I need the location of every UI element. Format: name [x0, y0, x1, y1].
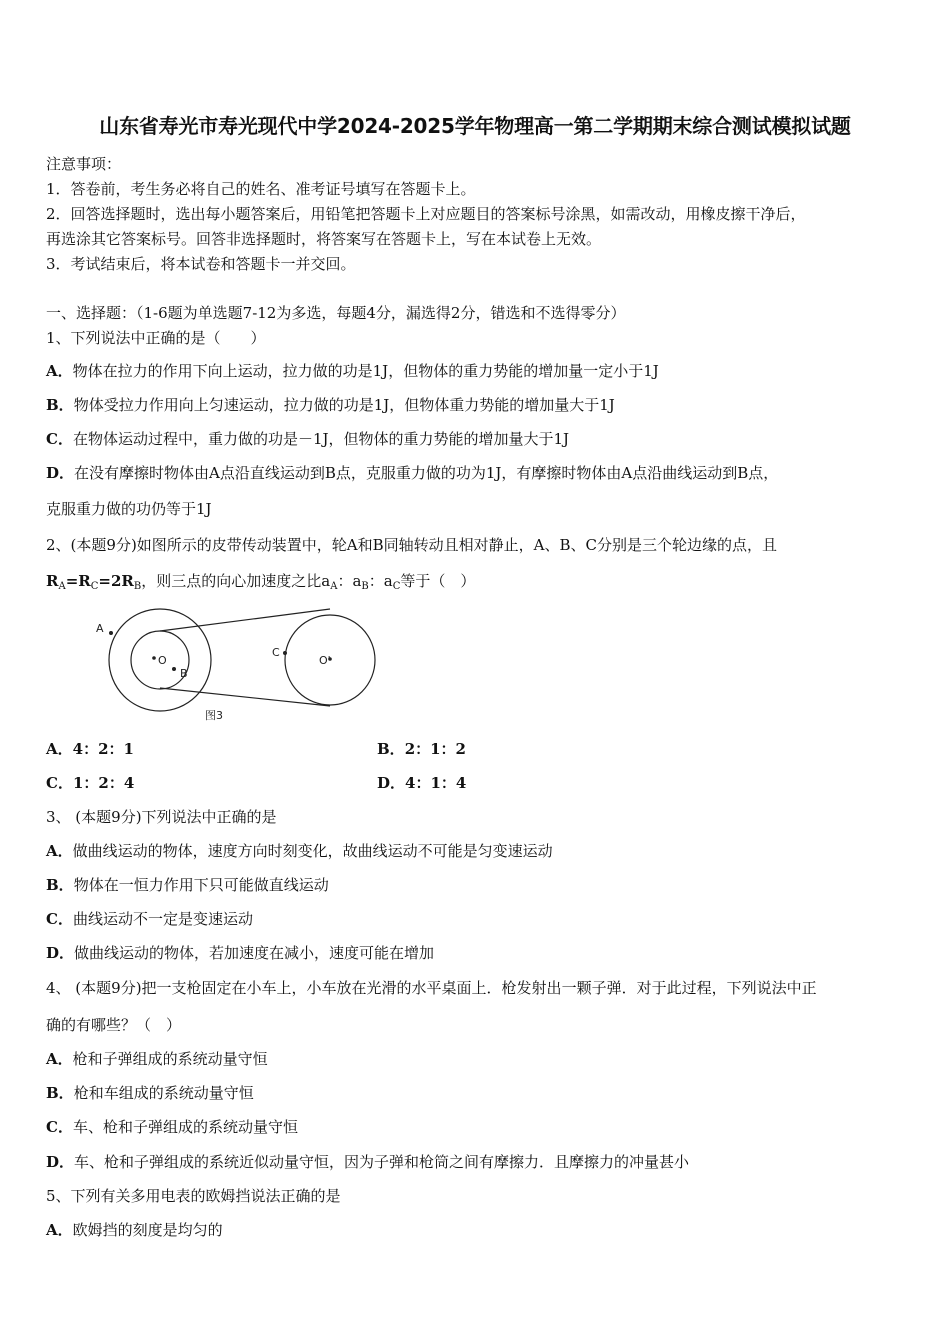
option-label: B． — [377, 740, 405, 758]
notice-item-1: 1．答卷前，考生务必将自己的姓名、准考证号填写在答题卡上。 — [46, 180, 476, 198]
point-a — [109, 631, 113, 635]
q3-option-c — [46, 908, 253, 929]
q4-option-a — [46, 1048, 268, 1069]
q2-tail: 等于（ ） — [400, 572, 476, 590]
option-label: D． — [46, 944, 75, 962]
q5-stem: 5、下列有关多用电表的欧姆挡说法正确的是 — [46, 1187, 341, 1205]
b-sub: B — [361, 581, 369, 592]
q1-option-d-cont: 克服重力做的功仍等于1J — [46, 500, 212, 518]
option-label: A． — [46, 1050, 73, 1068]
label-o2: O' — [319, 654, 331, 667]
q2-stem-2 — [46, 570, 475, 592]
label-c: C — [272, 646, 280, 659]
r-a-sub: A — [58, 581, 66, 592]
r-b-sub: B — [133, 581, 142, 592]
option-text: 在物体运动过程中，重力做的功是－1J，但物体的重力势能的增加量大于1J — [72, 430, 570, 448]
option-label: A． — [46, 362, 73, 380]
q2-option-d — [377, 772, 466, 793]
option-label: C． — [46, 430, 73, 448]
ratio-text: ，则三点的向心加速度之比a — [141, 572, 331, 590]
q1-option-a — [46, 360, 659, 381]
section-heading: 一、选择题：（1-6题为单选题7-12为多选，每题4分，漏选得2分，错选和不选得零分） — [46, 304, 626, 322]
belt-drive-diagram — [90, 603, 390, 728]
q4-option-b — [46, 1082, 254, 1103]
a-sub: A — [330, 581, 338, 592]
q3-option-b — [46, 874, 329, 895]
q4-option-c — [46, 1116, 298, 1137]
q1-stem: 1、下列说法中正确的是（ ） — [46, 329, 266, 347]
option-label: B． — [46, 1084, 74, 1102]
label-a: A — [96, 622, 104, 635]
option-text: 枪和子弹组成的系统动量守恒 — [72, 1050, 268, 1068]
option-label: D． — [46, 464, 75, 482]
q2-stem-1 — [46, 534, 777, 555]
q3-stem: 3、 (本题9分)下列说法中正确的是 — [46, 808, 277, 826]
r-c-sub: C — [90, 581, 99, 592]
option-text: 物体在一恒力作用下只可能做直线运动 — [73, 876, 329, 894]
q2-stem-text: (本题9分)如图所示的皮带传动装置中，轮A和B同轴转动且相对静止，A、B、C分别是三个轮边缘的点，且 — [70, 536, 777, 554]
option-label: C． — [46, 1118, 73, 1136]
notice-item-2: 2．回答选择题时，选出每小题答案后，用铅笔把答题卡上对应题目的答案标号涂黑，如需改动，用橡皮擦干净后， — [46, 205, 806, 223]
option-text: 1：2：4 — [72, 774, 135, 792]
q1-option-c — [46, 428, 569, 449]
option-text: 枪和车组成的系统动量守恒 — [73, 1084, 254, 1102]
option-label: C． — [46, 910, 73, 928]
q4-option-d — [46, 1151, 689, 1172]
option-label: A． — [46, 740, 73, 758]
option-text: 车、枪和子弹组成的系统近似动量守恒，因为子弹和枪筒之间有摩擦力．且摩擦力的冲量甚小 — [74, 1153, 690, 1171]
label-b: B — [180, 667, 188, 680]
option-label: A． — [46, 842, 73, 860]
option-label: D． — [46, 1153, 75, 1171]
q5-option-a — [46, 1219, 223, 1240]
ratio-sep-1: ：a — [337, 572, 362, 590]
option-text: 4：1：4 — [405, 774, 467, 792]
option-label: C． — [46, 774, 73, 792]
option-text: 欧姆挡的刻度是均匀的 — [72, 1221, 223, 1239]
q2-number: 2、 — [46, 536, 71, 554]
q3-option-d — [46, 942, 434, 963]
c-sub: C — [392, 581, 401, 592]
notice-item-3: 3．考试结束后，将本试卷和答题卡一并交回。 — [46, 255, 356, 273]
point-c — [283, 651, 287, 655]
option-label: A． — [46, 1221, 73, 1239]
option-text: 物体在拉力的作用下向上运动，拉力做的功是1J，但物体的重力势能的增加量一定小于1J — [72, 362, 659, 380]
q3-option-a — [46, 840, 553, 861]
option-text: 曲线运动不一定是变速运动 — [72, 910, 253, 928]
r-b: =2R — [98, 572, 134, 590]
option-label: B． — [46, 876, 74, 894]
option-label: B． — [46, 396, 74, 414]
belt-top — [160, 609, 330, 631]
figure-caption: 图3 — [205, 709, 223, 722]
page-title: 山东省寿光市寿光现代中学2024-2025学年物理高一第二学期期末综合测试模拟试题 — [99, 114, 851, 138]
q2-option-c — [46, 772, 134, 793]
option-text: 做曲线运动的物体，若加速度在减小，速度可能在增加 — [74, 944, 435, 962]
option-text: 4：2：1 — [72, 740, 134, 758]
q4-stem-cont: 确的有哪些？（ ） — [46, 1016, 182, 1034]
r-c: =R — [65, 572, 91, 590]
ratio-sep-2: ：a — [368, 572, 393, 590]
option-label: D． — [377, 774, 406, 792]
q1-option-d — [46, 462, 778, 483]
r-a: R — [46, 572, 59, 590]
option-text: 物体受拉力作用向上匀速运动，拉力做的功是1J，但物体重力势能的增加量大于1J — [73, 396, 615, 414]
option-text: 做曲线运动的物体，速度方向时刻变化，故曲线运动不可能是匀变速运动 — [72, 842, 553, 860]
notice-heading: 注意事项： — [46, 155, 122, 173]
q2-option-b — [377, 738, 466, 759]
notice-item-2-cont: 再选涂其它答案标号。回答非选择题时，将答案写在答题卡上，写在本试卷上无效。 — [46, 230, 602, 248]
center-o1 — [152, 656, 156, 660]
option-text: 在没有摩擦时物体由A点沿直线运动到B点，克服重力做的功为1J，有摩擦时物体由A点沿曲线运动到B点， — [74, 464, 779, 482]
option-text: 车、枪和子弹组成的系统动量守恒 — [72, 1118, 298, 1136]
q1-option-b — [46, 394, 615, 415]
point-b — [172, 667, 176, 671]
q4-stem: 4、 (本题9分)把一支枪固定在小车上，小车放在光滑的水平桌面上．枪发射出一颗子弹．对于此过程，下列说法中正 — [46, 979, 817, 997]
q2-option-a — [46, 738, 134, 759]
label-o1: O — [158, 654, 167, 667]
option-text: 2：1：2 — [404, 740, 466, 758]
